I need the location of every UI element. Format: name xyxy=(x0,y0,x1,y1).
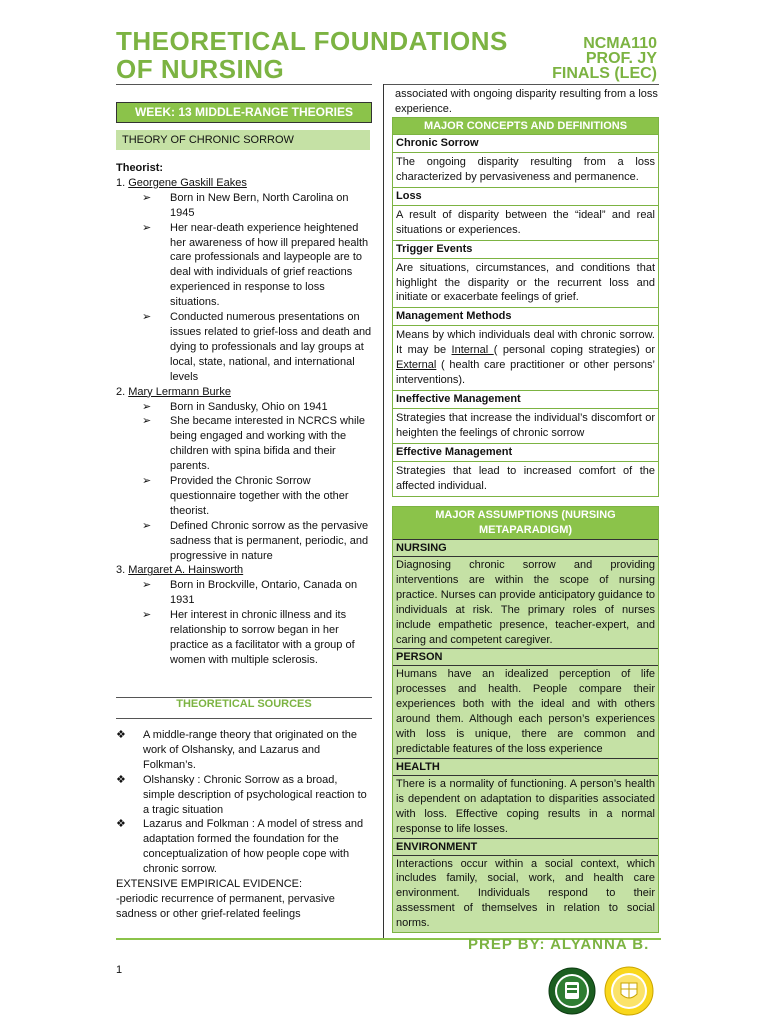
theorist-bullet xyxy=(116,578,372,608)
theorist-name: Mary Lermann Burke xyxy=(128,385,231,398)
theorist-name-line xyxy=(116,563,372,578)
concept-title: Management Methods xyxy=(393,308,658,326)
bullet-text: Defined Chronic sorrow as the pervasive sadness that is permanent, periodic, and progressive in nature xyxy=(170,519,369,562)
theorist-name-line xyxy=(116,176,372,191)
concept-definition: Strategies that lead to increased comfort of the affected individual. xyxy=(396,464,655,492)
arrow-bullet-icon: ➢ xyxy=(142,311,152,324)
assumption-row xyxy=(393,539,658,648)
concept-row xyxy=(393,241,658,309)
header-divider-left xyxy=(116,84,372,85)
professor-label: PROF. JY xyxy=(585,50,657,67)
bullet-text: Provided the Chronic Sorrow questionnaire together with the other theorist. xyxy=(170,475,349,517)
theorist-bullet xyxy=(116,519,372,564)
theorist-bullet xyxy=(116,608,372,668)
assumption-row xyxy=(393,758,658,838)
assumption-title: NURSING xyxy=(393,539,658,557)
source-text: A middle-range theory that originated on the work of Olshansky, and Lazarus and Folkman’s. xyxy=(143,729,358,771)
sources-heading: THEORETICAL SOURCES xyxy=(176,698,312,710)
source-item xyxy=(116,817,372,877)
concept-row xyxy=(393,135,658,188)
concepts-heading: MAJOR CONCEPTS AND DEFINITIONS xyxy=(393,118,658,135)
title-word-theoretical: THEORETICAL xyxy=(116,26,306,56)
header-divider-right xyxy=(384,84,659,85)
theorist-section xyxy=(116,161,372,668)
column-divider xyxy=(383,84,384,939)
source-text: Lazarus and Folkman : A model of stress and adaptation formed the foundation for the conceptualization of how people cope with chronic sorrow. xyxy=(143,818,364,876)
assumption-title: HEALTH xyxy=(393,758,658,776)
bullet-text: Conducted numerous presentations on issues related to grief-loss and death and dying to professionals and lay groups at local, state, national, and international levels xyxy=(170,311,372,383)
school-seal-logo xyxy=(548,967,596,1015)
assumption-body: Humans have an idealized perception of life processes and health. People compare their experiences both with the ideal and with others around them. Although each person’s experiences with loss is unique, there are common and predictable features of the loss experience xyxy=(393,666,658,757)
definition-text: ( personal coping strategies) or xyxy=(493,344,656,357)
theorist-name: Georgene Gaskill Eakes xyxy=(128,176,247,189)
theory-label-box: THEORY OF CHRONIC SORROW xyxy=(116,130,370,150)
assumption-body: There is a normality of functioning. A person’s health is dependent on adaptation to disparities associated with loss. Effective coping results in a normal response to life losses. xyxy=(393,776,658,838)
internal-term: Internal xyxy=(451,344,494,357)
carryover-text: associated with ongoing disparity resulting from a loss experience. xyxy=(395,88,658,115)
term-label: FINALS (LEC) xyxy=(552,65,657,82)
arrow-bullet-icon: ➢ xyxy=(142,400,152,413)
assumption-body: Interactions occur within a social context, which includes family, social, work, and health care environment. Individuals respond to their assessment of themselves in relation to social norms. xyxy=(393,856,658,933)
college-seal-logo xyxy=(604,966,654,1016)
concept-title: Ineffective Management xyxy=(393,391,658,409)
evidence-heading: EXTENSIVE EMPIRICAL EVIDENCE: xyxy=(116,878,303,891)
page-title-line-2: OF NURSING xyxy=(116,54,285,84)
concepts-table xyxy=(392,117,659,497)
concept-title: Effective Management xyxy=(393,444,658,462)
page-title-line-1 xyxy=(116,26,508,56)
concept-row xyxy=(393,188,658,241)
title-word-foundations: FOUNDATIONS xyxy=(313,26,508,56)
diamond-bullet-icon: ❖ xyxy=(116,818,126,831)
theorist-bullet xyxy=(116,474,372,519)
theorist-item xyxy=(116,176,372,385)
bullet-text: Born in Brockville, Ontario, Canada on 1931 xyxy=(170,579,358,607)
arrow-bullet-icon: ➢ xyxy=(142,221,152,234)
week-label-box: WEEK: 13 MIDDLE-RANGE THEORIES xyxy=(116,102,372,123)
arrow-bullet-icon: ➢ xyxy=(142,609,152,622)
arrow-bullet-icon: ➢ xyxy=(142,415,152,428)
source-items xyxy=(116,728,372,877)
theorist-list xyxy=(116,176,372,668)
diamond-bullet-icon: ❖ xyxy=(116,729,126,741)
arrow-bullet-icon: ➢ xyxy=(142,519,152,532)
source-item xyxy=(116,728,372,773)
evidence-text: -periodic recurrence of permanent, pervasive sadness or other grief-related feelings xyxy=(116,892,335,920)
theorist-bullet xyxy=(116,221,372,310)
prep-credit xyxy=(468,936,649,953)
arrow-bullet-icon: ➢ xyxy=(142,579,152,592)
concept-title: Loss xyxy=(393,188,658,206)
assumption-body: Diagnosing chronic sorrow and providing interventions are within the scope of nursing practice. Nurses can provide anticipatory guidance to individuals at risk. The primary roles of nurses include empathetic presence, teacher-expert, and caring and competent caregiver. xyxy=(393,557,658,648)
assumption-title: PERSON xyxy=(393,648,658,666)
theorist-heading: Theorist: xyxy=(116,162,164,174)
concept-definition: A result of disparity between the “ideal” and real situations or experiences. xyxy=(393,206,658,241)
concept-title: Chronic Sorrow xyxy=(393,135,658,153)
concept-definition: Strategies that increase the individual’s discomfort or heighten the feelings of chronic sorrow xyxy=(393,409,658,444)
concept-row xyxy=(393,391,658,444)
prep-label: PREP BY: xyxy=(468,936,546,953)
theorist-item xyxy=(116,563,372,667)
assumption-title: ENVIRONMENT xyxy=(393,838,658,856)
concept-rows xyxy=(393,135,658,496)
concept-row xyxy=(393,308,658,391)
sources-divider-bottom xyxy=(116,718,372,719)
bullet-text: Her near-death experience heightened her awareness of how ill prepared health care professionals and laypeople are to deal with individuals of grief reactions experienced in response to loss situations. xyxy=(170,221,369,309)
page-number: 1 xyxy=(116,964,123,976)
diamond-bullet-icon: ❖ xyxy=(116,773,126,786)
assumption-rows xyxy=(393,539,658,932)
bullet-text: Born in Sandusky, Ohio on 1941 xyxy=(170,400,328,413)
concept-definition: Are situations, circumstances, and conditions that highlight the disparity or the recurrent loss and initiate or exacerbate feelings of grief. xyxy=(393,259,658,309)
theorist-name-line xyxy=(116,385,372,400)
bullet-text: Her interest in chronic illness and its relationship to sorrow began in her practice as a facilitator with a group of women with multiple sclerosis. xyxy=(170,609,355,666)
theorist-bullet xyxy=(116,310,372,385)
theorist-bullet xyxy=(116,191,372,221)
assumption-row xyxy=(393,648,658,757)
theorist-item xyxy=(116,385,372,564)
theorist-number: 2. xyxy=(116,385,129,398)
theorist-bullet xyxy=(116,400,372,415)
bullet-text: She became interested in NCRCS while being engaged and working with the children with spina bifida and their parents. xyxy=(170,415,366,473)
concept-title: Trigger Events xyxy=(393,241,658,259)
theorist-name: Margaret A. Hainsworth xyxy=(128,564,244,577)
arrow-bullet-icon: ➢ xyxy=(142,475,152,488)
external-term: External xyxy=(396,359,437,372)
concept-definition xyxy=(393,326,658,391)
definition-text: Means by which individuals deal with chronic sorrow. It may be xyxy=(396,329,655,357)
theorist-bullet xyxy=(116,414,372,474)
assumptions-heading: MAJOR ASSUMPTIONS (NURSING METAPARADIGM) xyxy=(393,507,658,539)
arrow-bullet-icon: ➢ xyxy=(142,191,152,204)
course-info xyxy=(520,36,657,81)
source-item xyxy=(116,773,372,818)
course-code: NCMA110 xyxy=(583,35,657,52)
assumptions-table xyxy=(392,506,659,933)
theorist-number: 3. xyxy=(116,564,129,577)
source-text: Olshansky : Chronic Sorrow as a broad, simple description of psychological reaction to a tragic situation xyxy=(143,773,367,816)
assumption-row xyxy=(393,838,658,933)
definition-text: ( health care practitioner or other persons’ interventions). xyxy=(396,359,655,387)
prep-name: ALYANNA B. xyxy=(550,936,650,953)
bullet-text: Born in New Bern, North Carolina on 1945 xyxy=(170,191,349,219)
theorist-number: 1. xyxy=(116,176,129,189)
sources-list xyxy=(116,728,372,922)
concept-row xyxy=(393,444,658,496)
concept-definition: The ongoing disparity resulting from a loss characterized by pervasiveness and permanence. xyxy=(393,153,658,188)
